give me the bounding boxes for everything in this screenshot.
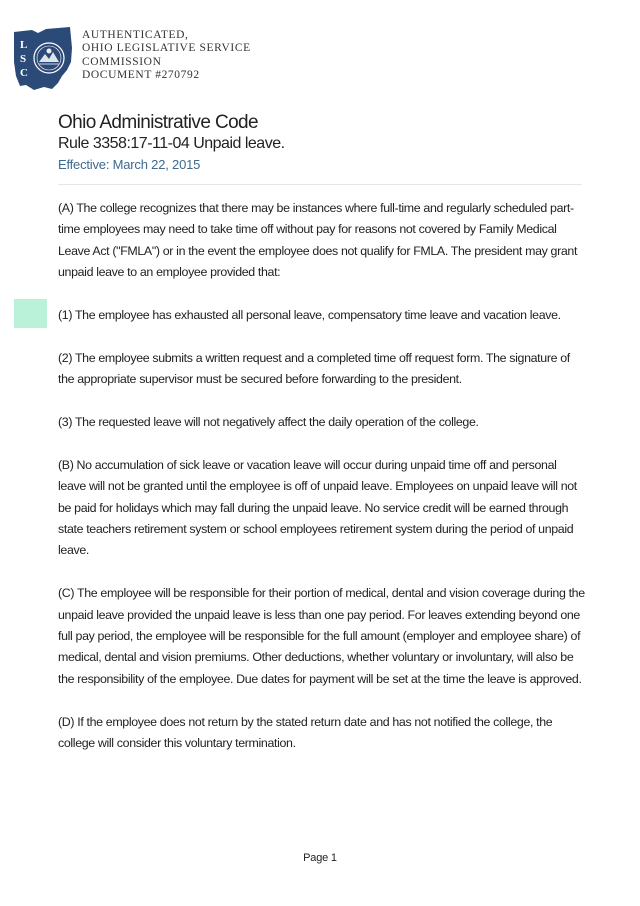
paragraph-b: (B) No accumulation of sick leave or vacation leave will occur during unpaid time off and personal leave will not be granted until the employee is off of unpaid leave. Employees on unpaid leave will not be paid for holidays which may fall during the unpaid leave. No service credit will be earned through state teachers retirement system or school employees retirement system during the period of unpaid leave. [58,457,577,558]
rule-title: Rule 3358:17-11-04 Unpaid leave. [58,135,285,152]
header-divider [58,184,582,185]
authentication-block [82,29,251,82]
auth-line-document-number: DOCUMENT #270792 [82,68,200,81]
auth-line: OHIO LEGISLATIVE SERVICE [82,42,251,55]
paragraph-d: (D) If the employee does not return by the stated return date and has not notified the college, the college will consider this voluntary termination. [58,714,553,751]
paragraph-a3: (3) The requested leave will not negatively affect the daily operation of the college. [58,415,479,430]
seal-letter-c: C [20,67,28,79]
paragraph-c: (C) The employee will be responsible for their portion of medical, dental and vision coverage during the unpaid leave provided the unpaid leave is less than one pay period. For leaves extending beyond one full pay period, the employee will be responsible for the full amount (employer and employee share) of medical, dental and vision premiums. Other deductions, whether voluntary or involuntary, will also be the responsibility of the employee. Due dates for payment will be set at the time the leave is approved. [58,586,585,686]
seal-letter-l: L [20,39,28,51]
page-number: Page 1 [303,852,337,864]
document-header [12,26,372,96]
paragraph-a1: (1) The employee has exhausted all personal leave, compensatory time leave and vacation leave. [58,308,561,323]
auth-line: COMMISSION [82,55,162,68]
auth-line: AUTHENTICATED, [82,29,189,41]
paragraph-a2: (2) The employee submits a written request and a completed time off request form. The signature of the appropriate supervisor must be secured before forwarding to the president. [58,350,570,387]
document-titles [58,112,588,175]
rule-body [58,198,586,776]
paragraph-a: (A) The college recognizes that there may be instances where full-time and regularly scheduled part-time employees may need to take time off without pay for reasons not covered by Family Medical Leave Act ("FMLA") or in the event the employee does not qualify for FMLA. The president may grant unpaid leave to an employee provided that: [58,201,578,280]
highlight-marker [14,299,47,328]
seal-letter-s: S [20,53,27,65]
code-title: Ohio Administrative Code [58,112,258,133]
effective-date: Effective: March 22, 2015 [58,157,201,172]
ohio-lsc-seal-icon [12,26,74,90]
